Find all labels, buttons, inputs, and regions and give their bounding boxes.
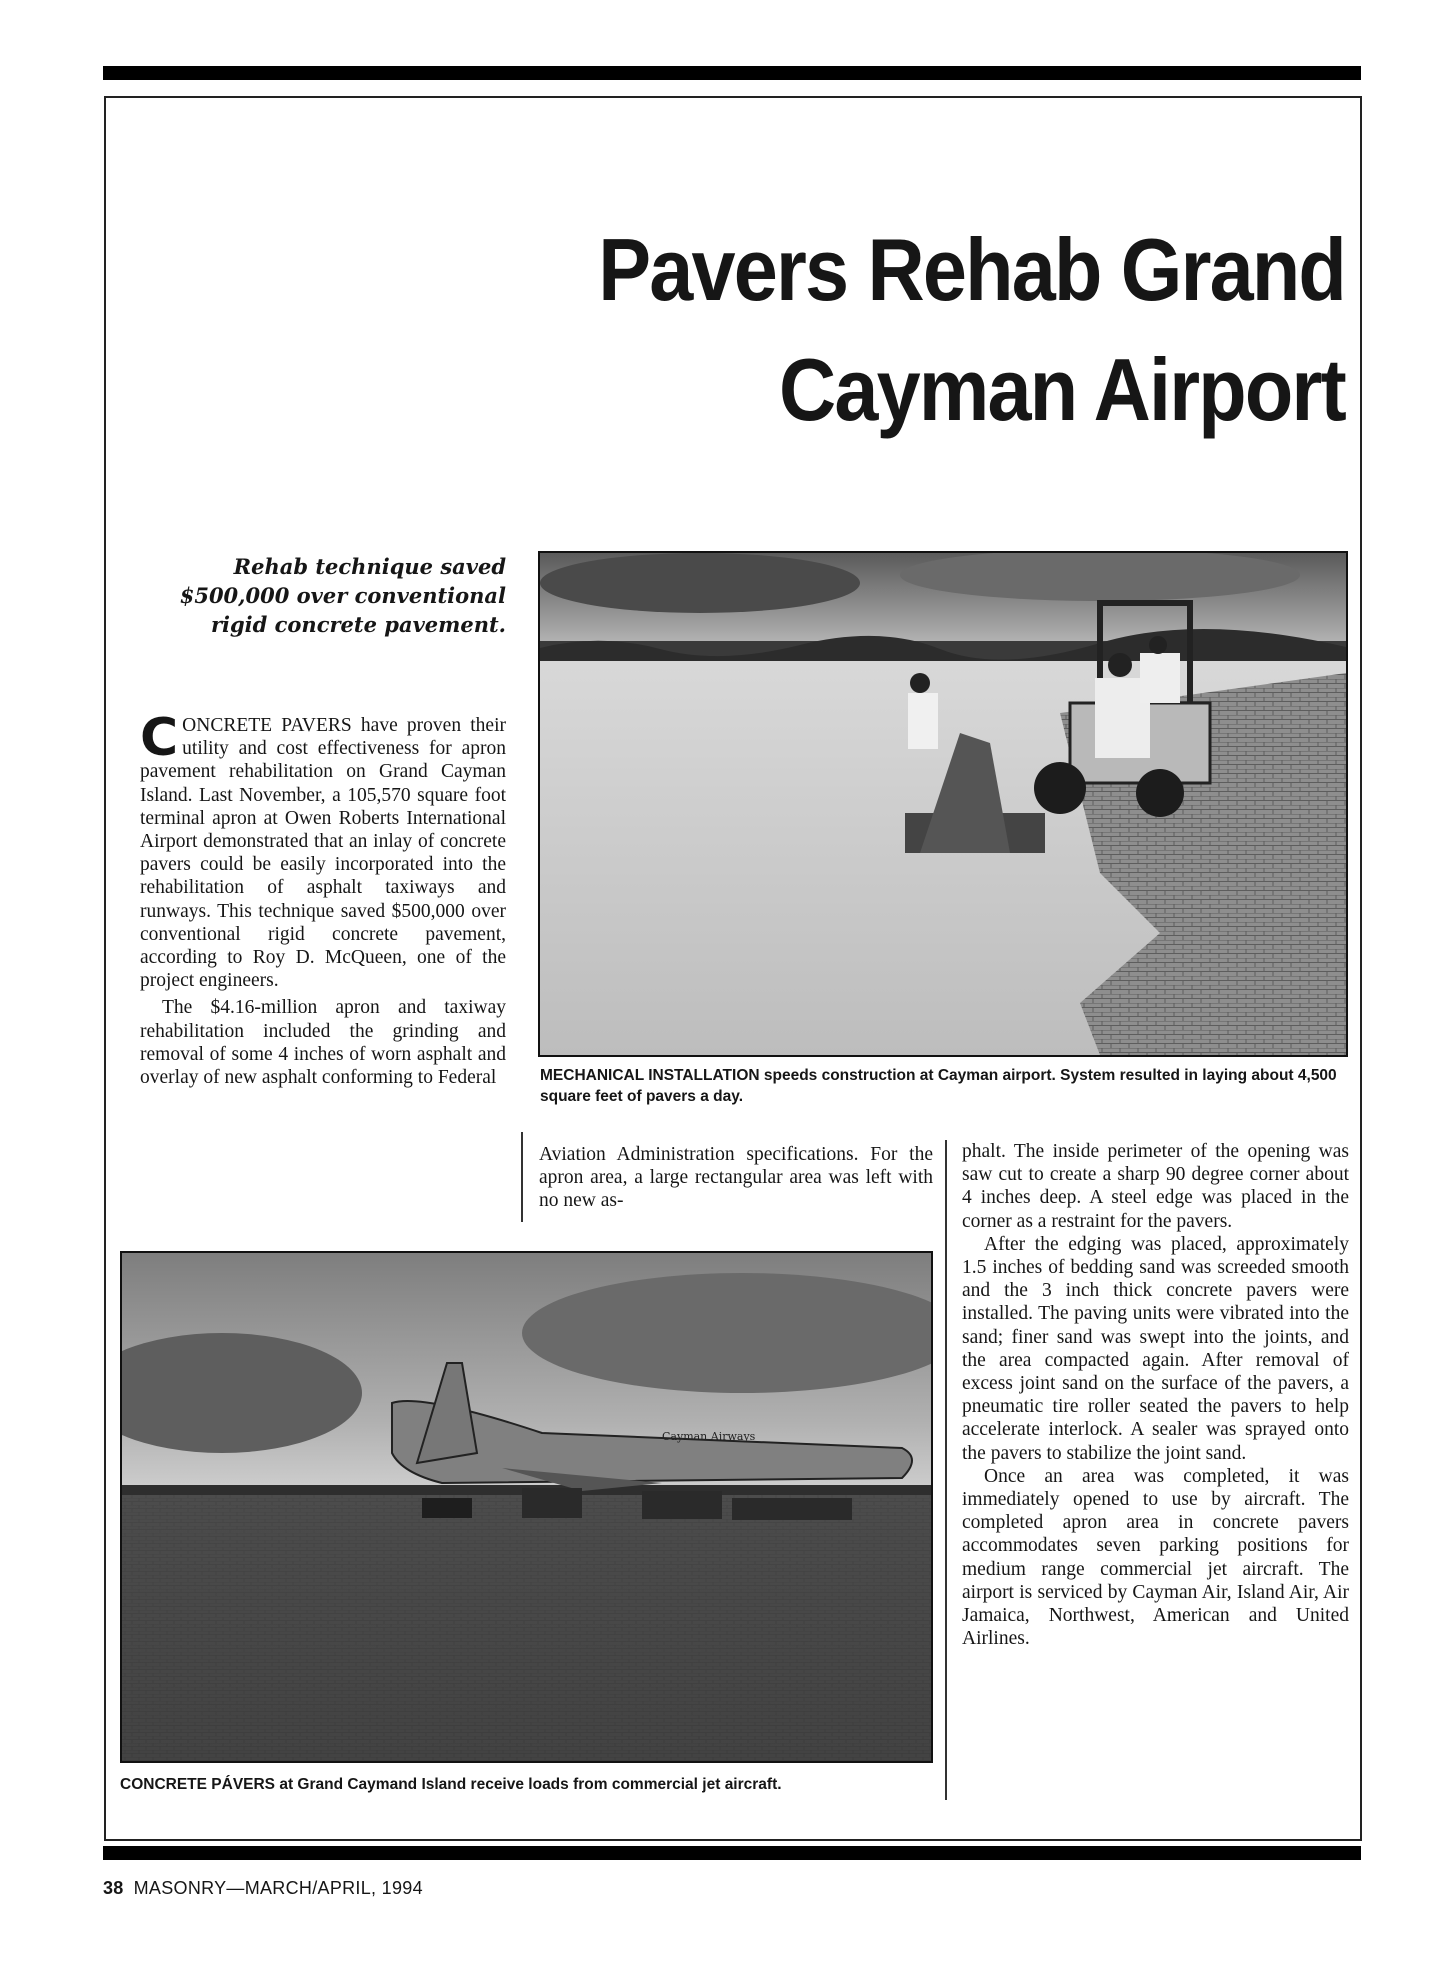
paragraph-1-text: ONCRETE PAVERS have proven their utility and cost effectiveness for apron pavement rehabilitation on Grand Cayman Island. Last November, a 105,570 square foot terminal apron at Owen Roberts International Airport demonstrated that an inlay of concrete pavers could be easily incorporated into the rehabilitation of asphalt taxiways and runways. This technique saved $500,000 over conventional rigid concrete pavement, according to Roy D. McQueen, one of the project engineers. (140, 715, 506, 992)
page-footer (103, 1878, 423, 1899)
paragraph-6: Once an area was completed, it was immediately opened to use by aircraft. The completed apron area in concrete pavers accommodates seven parking positions for medium range commercial jet aircraft. The airport is serviced by Cayman Air, Island Air, Air Jamaica, Northwest, American and United Airlines. (962, 1465, 1349, 1650)
paragraph-3: Aviation Administration specifications. For the apron area, a large rectangular area was left with no new as- (539, 1144, 933, 1212)
photo-paver-installation (538, 551, 1348, 1057)
headline (445, 210, 1345, 450)
paragraph-1 (140, 708, 506, 992)
headline-line-1: Pavers Rehab Grand (598, 220, 1345, 319)
photo-jet-on-apron (120, 1251, 933, 1763)
plane-livery-text: Cayman Airways (662, 1430, 756, 1443)
paragraph-5: After the edging was placed, approximately 1.5 inches of bedding sand was screeded smooth and the 3 inch thick concrete pavers were installed. The paving units were vibrated into the sand; finer sand was swept into the joints, and the area compacted again. After removal of excess joint sand on the surface of the pavers, a pneumatic tire roller seated the pavers to help accelerate interlock. A sealer was sprayed onto the pavers to stabilize the joint sand. (962, 1233, 1349, 1464)
column-divider-1 (521, 1132, 523, 1222)
publication-line: MASONRY—MARCH/APRIL, 1994 (133, 1878, 423, 1898)
jet-on-apron-image (122, 1253, 931, 1761)
deck: Rehab technique saved $500,000 over conventional rigid concrete pavement. (179, 554, 506, 637)
top-rule (103, 66, 1361, 80)
body-column-1 (140, 708, 506, 1089)
body-column-3 (962, 1140, 1349, 1650)
page-number: 38 (103, 1878, 124, 1898)
bottom-rule (103, 1846, 1361, 1860)
caption-bottom-photo: CONCRETE PÁVERS at Grand Caymand Island receive loads from commercial jet aircraft. (120, 1776, 782, 1793)
drop-cap: C (140, 708, 179, 768)
caption-top-photo: MECHANICAL INSTALLATION speeds construction at Cayman airport. System resulted in laying about 4,500 square feet of pavers a day. (540, 1067, 1337, 1105)
paver-installation-image (540, 553, 1346, 1055)
headline-line-2: Cayman Airport (779, 340, 1345, 439)
paragraph-2: The $4.16-million apron and taxiway rehabilitation included the grinding and removal of some 4 inches of worn asphalt and overlay of new asphalt conforming to Federal (140, 997, 506, 1089)
body-column-2 (539, 1143, 933, 1213)
paragraph-4: phalt. The inside perimeter of the opening was saw cut to create a sharp 90 degree corner about 4 inches deep. A steel edge was placed in the corner as a restraint for the pavers. (962, 1141, 1349, 1232)
column-divider-2 (945, 1140, 947, 1800)
